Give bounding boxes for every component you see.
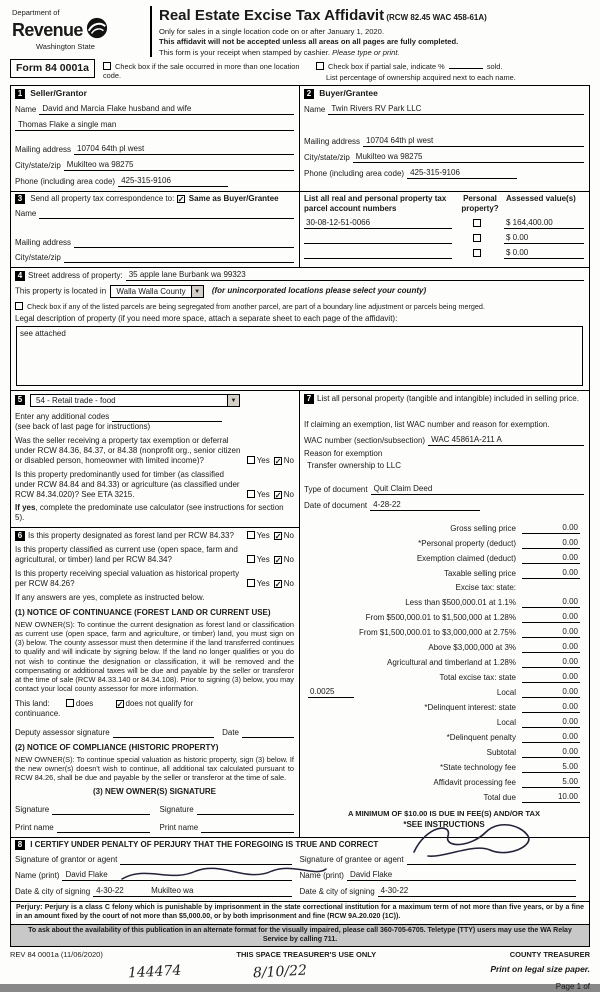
s6-question-2: Is this property classified as current use (open space, farm and agricultural, or timber) land per RCW 84.34? — [15, 544, 238, 564]
ownership-note: List percentage of ownership acquired next to each name. — [325, 73, 516, 83]
tier4-label: Above $3,000,000 at 3% — [428, 642, 516, 652]
correspondence-label: Send all property tax correspondence to: — [30, 193, 175, 203]
additional-codes-label: Enter any additional codes — [15, 411, 110, 421]
multi-location-checkbox[interactable] — [103, 62, 111, 70]
personal-property-header: Personal property? — [461, 193, 499, 213]
s6-q1-answer — [247, 531, 294, 541]
parcel-row — [304, 248, 584, 259]
section-8-certification — [11, 837, 589, 901]
land-use-code-value: 54 - Retail trade - food — [36, 395, 116, 405]
print-legal-size-note: Print on legal size paper. — [490, 963, 590, 974]
title-block — [150, 6, 590, 57]
grantor-city-field[interactable]: Mukilteo wa — [148, 886, 291, 897]
header-note-1: Only for sales in a single location code on or after January 1, 2020. — [159, 26, 384, 36]
gross-selling-price-field[interactable]: 0.00 — [522, 523, 580, 534]
type-of-document-field[interactable]: Quit Claim Deed — [371, 484, 584, 495]
street-address-label: Street address of property: — [28, 270, 123, 280]
perjury-lead: Perjury: — [16, 904, 43, 912]
buyer-mailing-label: Mailing address — [304, 136, 361, 146]
yes-label: Yes — [256, 489, 270, 499]
section-4-number: 4 — [15, 271, 25, 281]
seller-name2-field[interactable]: Thomas Flake a single man — [15, 120, 294, 131]
treasurer-space-label: THIS SPACE TREASURER'S USE ONLY — [236, 950, 377, 960]
state-technology-fee-field[interactable]: 5.00 — [522, 762, 580, 773]
same-as-buyer-checkbox[interactable] — [177, 195, 185, 203]
stamp-date-handwritten: 8/10/22 — [253, 962, 308, 982]
rev-number: REV 84 0001a (11/06/2020) — [10, 950, 103, 960]
local-rate-field[interactable]: 0.0025 — [308, 687, 354, 698]
no-checkbox[interactable] — [274, 556, 282, 564]
parcel-numbers-header: List all real and personal property tax parcel account numbers — [304, 193, 447, 213]
gross-selling-price-label: Gross selling price — [450, 523, 516, 533]
parcel-table — [300, 192, 589, 267]
yes-checkbox[interactable] — [247, 531, 255, 539]
s6-if-yes-note: If any answers are yes, complete as instructed below. — [15, 592, 205, 602]
new-owner-signature-field[interactable] — [197, 806, 294, 815]
subtotal-field[interactable]: 0.00 — [522, 747, 580, 758]
no-checkbox[interactable] — [274, 532, 282, 540]
certify-statement: I CERTIFY UNDER PENALTY OF PERJURY THAT THE FOREGOING IS TRUE AND CORRECT — [30, 840, 379, 850]
additional-codes-field[interactable] — [112, 413, 222, 422]
grantee-print-name-label: Name (print) — [299, 871, 344, 881]
parcel-number-field[interactable]: 30-08-12-51-0066 — [304, 218, 452, 229]
correspondence-name-label: Name — [15, 208, 37, 218]
minimum-due-note: A MINIMUM OF $10.00 IS DUE IN FEE(S) AND/OR TAX — [347, 808, 541, 818]
buyer-city-label: City/state/zip — [304, 152, 350, 162]
s6-q2-answer — [247, 555, 294, 565]
accessibility-notice: To ask about the availability of this publication in an alternate format for the visually impaired, please call 360-705-6705. Teletype (TTY) users may use the WA Relay Service by calling 711. — [11, 924, 589, 947]
taxable-selling-price-label: Taxable selling price — [443, 568, 516, 578]
notice-1-body: NEW OWNER(S): To continue the current designation as forest land or classification as current use (open space, farm and agriculture, or timber) land, you must sign on (3) below. The county assessor must then determine if the land transferred continues to qualify and will indicate by signing below. If the land no longer qualifies or you do not wish to continue the designation or classification, it will be removed and the compensating or additional taxes will be due and payable by the seller or transferor at the time of sale (RCW 84.33.140 or 84.34.108). Prior to signing (3) below, you may contact your local county assessor for more information. — [15, 619, 294, 694]
grantor-signature-field[interactable] — [120, 856, 291, 865]
tier3-field[interactable]: 0.00 — [522, 627, 580, 638]
section-8-number: 8 — [15, 840, 25, 850]
total-excise-state-field[interactable]: 0.00 — [522, 672, 580, 683]
right-column — [300, 391, 589, 838]
parcel-personal-checkbox[interactable] — [473, 249, 481, 257]
section-7 — [300, 391, 589, 834]
yes-checkbox[interactable] — [247, 555, 255, 563]
exemption-instruction: If claiming an exemption, list WAC number and reason for exemption. — [304, 419, 550, 429]
seller-name-label: Name — [15, 104, 37, 114]
s6-question-3: Is this property receiving special valuation as historical property per RCW 84.26? — [15, 568, 240, 588]
additional-codes-note: (see back of last page for instructions) — [15, 421, 151, 431]
delinquent-interest-state-field[interactable]: 0.00 — [522, 702, 580, 713]
dropdown-arrow-icon[interactable] — [191, 286, 203, 297]
tier3-label: From $1,500,000.01 to $3,000,000 at 2.75% — [358, 627, 516, 637]
revenue-logo-icon — [86, 17, 108, 42]
delinquent-interest-local-field[interactable]: 0.00 — [522, 717, 580, 728]
street-address-field[interactable]: 35 apple lane Burbank wa 99323 — [126, 270, 584, 281]
exemption-claimed-label: Exemption claimed (deduct) — [416, 553, 516, 563]
delinquent-interest-state-label: *Delinquent interest: state — [424, 702, 516, 712]
header-note-3: This form is your receipt when stamped by cashier. — [159, 47, 330, 57]
no-checkbox[interactable] — [274, 580, 282, 588]
seller-mailing-label: Mailing address — [15, 144, 72, 154]
buyer-heading: Buyer/Grantee — [319, 87, 378, 98]
buyer-name-field[interactable]: Twin Rivers RV Park LLC — [328, 104, 584, 115]
partial-sale-suffix: sold. — [486, 62, 503, 72]
date-of-document-field[interactable]: 4-28-22 — [370, 500, 480, 511]
dropdown-arrow-icon[interactable] — [227, 395, 239, 406]
new-owner-print-name-label: Print name — [15, 823, 54, 833]
notice-1-title: (1) NOTICE OF CONTINUANCE (FOREST LAND OR CURRENT USE) — [15, 607, 271, 617]
date-of-document-label: Date of document — [304, 500, 368, 510]
buyer-city-field[interactable]: Mukilteo wa 98275 — [353, 152, 584, 163]
yes-label: Yes — [256, 554, 270, 564]
county-select[interactable] — [110, 285, 203, 298]
yes-checkbox[interactable] — [247, 456, 255, 464]
no-label: No — [283, 554, 294, 564]
section-5-number: 5 — [15, 395, 25, 405]
exemption-claimed-field[interactable]: 0.00 — [522, 553, 580, 564]
taxable-selling-price-field[interactable]: 0.00 — [522, 568, 580, 579]
parcel-number-field[interactable] — [304, 250, 452, 259]
yes-label: Yes — [256, 455, 270, 465]
continuance-label: continuance. — [15, 708, 61, 718]
grantee-signature-label: Signature of grantee or agent — [299, 855, 404, 865]
multi-location-label: Check box if the sale occurred in more than one location code. — [102, 62, 300, 81]
correspondence-city-label: City/state/zip — [15, 252, 61, 262]
deputy-assessor-label: Deputy assessor signature — [15, 727, 110, 737]
partial-sale-label: Check box if partial sale, indicate % — [328, 62, 445, 72]
partial-sale-checkbox[interactable] — [316, 62, 324, 70]
buyer-name-label: Name — [304, 104, 326, 114]
notice-2-title: (2) NOTICE OF COMPLIANCE (HISTORIC PROPERTY) — [15, 742, 219, 752]
section-4-property — [11, 267, 589, 390]
type-of-document-label: Type of document — [304, 484, 368, 494]
delinquent-penalty-label: *Delinquent penalty — [446, 732, 516, 742]
seller-heading: Seller/Grantor — [30, 87, 87, 98]
grantee-signature-field[interactable] — [407, 856, 576, 865]
agricultural-label: Agricultural and timberland at 1.28% — [387, 657, 516, 667]
section-6 — [11, 527, 299, 838]
perjury-notice — [11, 901, 589, 924]
legal-description-field[interactable]: see attached — [16, 326, 583, 386]
grantor-print-name-field[interactable]: David Flake — [62, 870, 291, 881]
local-label: Local — [496, 687, 516, 697]
see-instructions-note: *SEE INSTRUCTIONS — [403, 820, 485, 830]
no-checkbox[interactable] — [274, 457, 282, 465]
new-owner-print-name-field[interactable] — [57, 824, 150, 833]
middle-columns — [11, 390, 589, 838]
stamp-number-handwritten: 144474 — [127, 962, 182, 982]
county-note: (for unincorporated locations please select your county) — [211, 286, 427, 296]
new-owner-signature-label: Signature — [159, 805, 194, 815]
affidavit-processing-fee-label: Affidavit processing fee — [433, 777, 516, 787]
tier1-field[interactable]: 0.00 — [522, 597, 580, 608]
deputy-date-label: Date — [222, 727, 239, 737]
buyer-mailing-field[interactable]: 10704 64th pl west — [363, 136, 584, 147]
form-title: Real Estate Excise Tax Affidavit — [159, 7, 385, 24]
s6-q3-answer — [247, 579, 294, 589]
does-not-label: does not qualify for — [125, 698, 194, 708]
section-2-number: 2 — [304, 89, 314, 99]
agricultural-field[interactable]: 0.00 — [522, 657, 580, 668]
tier2-label: From $500,000.01 to $1,500,000 at 1.28% — [365, 612, 516, 622]
yes-label: Yes — [256, 530, 270, 540]
agency-state-line: Washington State — [36, 42, 95, 52]
delinquent-penalty-field[interactable]: 0.00 — [522, 732, 580, 743]
s7-label: List all personal property (tangible and intangible) included in selling price. — [317, 393, 579, 403]
footer-row — [10, 950, 590, 959]
grantor-signature-label: Signature of grantor or agent — [15, 855, 118, 865]
section-3-correspondence — [11, 192, 300, 267]
partial-sale-percent-field[interactable] — [449, 62, 483, 69]
section-1-seller — [11, 86, 300, 191]
county-treasurer-label: COUNTY TREASURER — [509, 950, 590, 960]
new-owner-print-name-field[interactable] — [201, 824, 294, 833]
land-use-code-select[interactable] — [30, 394, 240, 407]
no-checkbox[interactable] — [274, 491, 282, 499]
tier2-field[interactable]: 0.00 — [522, 612, 580, 623]
notice-3-title: (3) NEW OWNER(S) SIGNATURE — [93, 787, 216, 797]
seller-mailing-field[interactable]: 10704 64th pl west — [74, 144, 294, 155]
correspondence-mailing-field[interactable] — [74, 239, 294, 248]
this-land-label: This land: — [15, 698, 50, 708]
located-in-label: This property is located in — [15, 286, 107, 296]
correspondence-city-field[interactable] — [64, 254, 294, 263]
deputy-date-field[interactable] — [242, 729, 294, 738]
legal-description-label: Legal description of property (if you need more space, attach a separate sheet to each page of the affidavit): — [15, 313, 398, 323]
grantee-print-name-field[interactable]: David Flake — [347, 870, 576, 881]
deputy-assessor-signature-field[interactable] — [113, 729, 214, 738]
left-column — [11, 391, 300, 838]
county-selected-value: Walla Walla County — [116, 286, 186, 296]
seller-city-label: City/state/zip — [15, 160, 61, 170]
yes-label: Yes — [256, 578, 270, 588]
total-due-field[interactable]: 10.00 — [522, 792, 580, 803]
tier1-label: Less than $500,000.01 at 1.1% — [405, 597, 516, 607]
grantor-date-field[interactable]: 4-30-22 — [93, 886, 148, 897]
no-label: No — [283, 455, 294, 465]
parcel-number-field[interactable] — [304, 235, 452, 244]
s5-q2-answer — [247, 490, 294, 500]
assessed-values-header: Assessed value(s) — [506, 193, 576, 203]
total-due-label: Total due — [483, 792, 516, 802]
form-title-rcw: (RCW 82.45 WAC 458-61A) — [386, 13, 487, 22]
assessed-value-field[interactable]: $ 0.00 — [504, 248, 584, 259]
section-3-number: 3 — [15, 194, 25, 204]
total-excise-state-label: Total excise tax: state — [439, 672, 516, 682]
correspondence-mailing-label: Mailing address — [15, 237, 72, 247]
page-number-note: Page 1 of — [555, 982, 590, 992]
no-label: No — [283, 578, 294, 588]
yes-checkbox[interactable] — [247, 579, 255, 587]
seller-name-field[interactable]: David and Marcia Flake husband and wife — [39, 104, 294, 115]
header-note-2: This affidavit will not be accepted unless all areas on all pages are fully completed. — [159, 37, 459, 47]
segregated-label: Check box if any of the listed parcels are being segregated from another parcel, are part of a boundary line adjustment or parcels being merged. — [27, 301, 485, 311]
section-7-number: 7 — [304, 394, 314, 404]
personal-property-deduct-label: *Personal property (deduct) — [418, 538, 516, 548]
excise-tax-state-header: Excise tax: state: — [455, 582, 516, 592]
treasurer-stamp-row — [10, 964, 590, 982]
form-body — [10, 85, 590, 948]
section-1-number: 1 — [15, 89, 25, 99]
correspondence-parcels-row — [11, 191, 589, 267]
agency-dept-line: Department of — [12, 8, 60, 17]
agency-logo-block — [10, 6, 150, 57]
s5-question-1: Was the seller receiving a property tax exemption or deferral under RCW 84.36, 84.37, or 84.38 (nonprofit org., senior citizen or disabled person, homeowner with limited income)? — [15, 435, 241, 465]
wac-number-label: WAC number (section/subsection) — [304, 435, 426, 445]
subtotal-label: Subtotal — [486, 747, 516, 757]
state-technology-fee-label: *State technology fee — [439, 762, 516, 772]
grantee-date-city-label: Date & city of signing — [299, 887, 375, 897]
form-number: Form 84 0001a — [10, 59, 95, 78]
seller-phone-label: Phone (including area code) — [15, 176, 116, 186]
agency-name: Revenue — [12, 19, 83, 40]
grantor-date-city-label: Date & city of signing — [15, 887, 91, 897]
does-checkbox[interactable] — [66, 699, 74, 707]
delinquent-interest-local-label: Local — [496, 717, 516, 727]
yes-checkbox[interactable] — [247, 490, 255, 498]
buyer-phone-field[interactable]: 425-315-9106 — [407, 168, 517, 179]
tier4-field[interactable]: 0.00 — [522, 642, 580, 653]
grantee-date-field[interactable]: 4-30-22 — [378, 886, 576, 897]
section-5 — [11, 391, 299, 527]
reason-for-exemption-field[interactable]: Transfer ownership to LLC — [307, 460, 401, 470]
s5-q1-answer — [247, 456, 294, 466]
assessed-value-field[interactable]: $ 0.00 — [504, 233, 584, 244]
if-yes-rest: , complete the predominate use calculator (see instructions for section 5). — [15, 502, 284, 522]
s5-question-2: Is this property predominantly used for timber (as classified under RCW 84.84 and 84.33) or agriculture (as classified under RCW 84.34.020)? See ETA 3215. — [15, 469, 240, 499]
affidavit-processing-fee-field[interactable]: 5.00 — [522, 777, 580, 788]
form-number-row — [10, 59, 590, 83]
new-owner-signature-label: Signature — [15, 805, 50, 815]
form-header — [10, 6, 590, 57]
parcel-row — [304, 233, 584, 244]
does-label: does — [75, 698, 94, 708]
local-field[interactable]: 0.00 — [522, 687, 580, 698]
seller-phone-field[interactable]: 425-315-9106 — [118, 176, 228, 187]
section-6-number: 6 — [15, 531, 25, 541]
same-as-buyer-label: Same as Buyer/Grantee — [188, 193, 279, 203]
seller-buyer-row — [11, 86, 589, 191]
buyer-phone-label: Phone (including area code) — [304, 168, 405, 178]
assessed-value-field[interactable]: $ 164,400.00 — [504, 218, 584, 229]
no-label: No — [283, 530, 294, 540]
reason-for-exemption-label: Reason for exemption — [304, 448, 383, 458]
header-note-3-em: Please type or print. — [332, 47, 400, 57]
section-2-buyer — [300, 86, 589, 191]
segregated-checkbox[interactable] — [15, 302, 23, 310]
wac-number-field[interactable]: WAC 45861A-211 A — [428, 435, 584, 446]
parcel-personal-checkbox[interactable] — [473, 219, 481, 227]
s6-question-1: Is this property designated as forest land per RCW 84.33? — [28, 530, 234, 540]
new-owner-print-name-label: Print name — [159, 823, 199, 833]
grantor-print-name-label: Name (print) — [15, 871, 60, 881]
no-label: No — [283, 489, 294, 499]
seller-city-field[interactable]: Mukilteo wa 98275 — [64, 160, 294, 171]
parcel-row — [304, 218, 584, 229]
does-not-checkbox[interactable] — [116, 700, 124, 708]
personal-property-deduct-field[interactable]: 0.00 — [522, 538, 580, 549]
new-owner-signature-field[interactable] — [52, 806, 149, 815]
if-yes-bold: If yes — [15, 502, 36, 512]
perjury-text: Perjury is a class C felony which is punishable by imprisonment in the state correctional institution for a maximum term of not more than five years, or by a fine in an amount fixed by the court of not more than $5,000.00, or by both imprisonment and fine (RCW 9A.20.020 (1C)). — [16, 904, 584, 921]
notice-2-body: NEW OWNER(S): To continue special valuation as historic property, sign (3) below. If the new owner(s) doesn't wish to continue, all additional tax calculated pursuant to RCW 84.26, shall be due and payable by the seller or transferor at the time of sale. — [15, 754, 294, 783]
parcel-personal-checkbox[interactable] — [473, 234, 481, 242]
correspondence-name-field[interactable] — [39, 210, 294, 219]
